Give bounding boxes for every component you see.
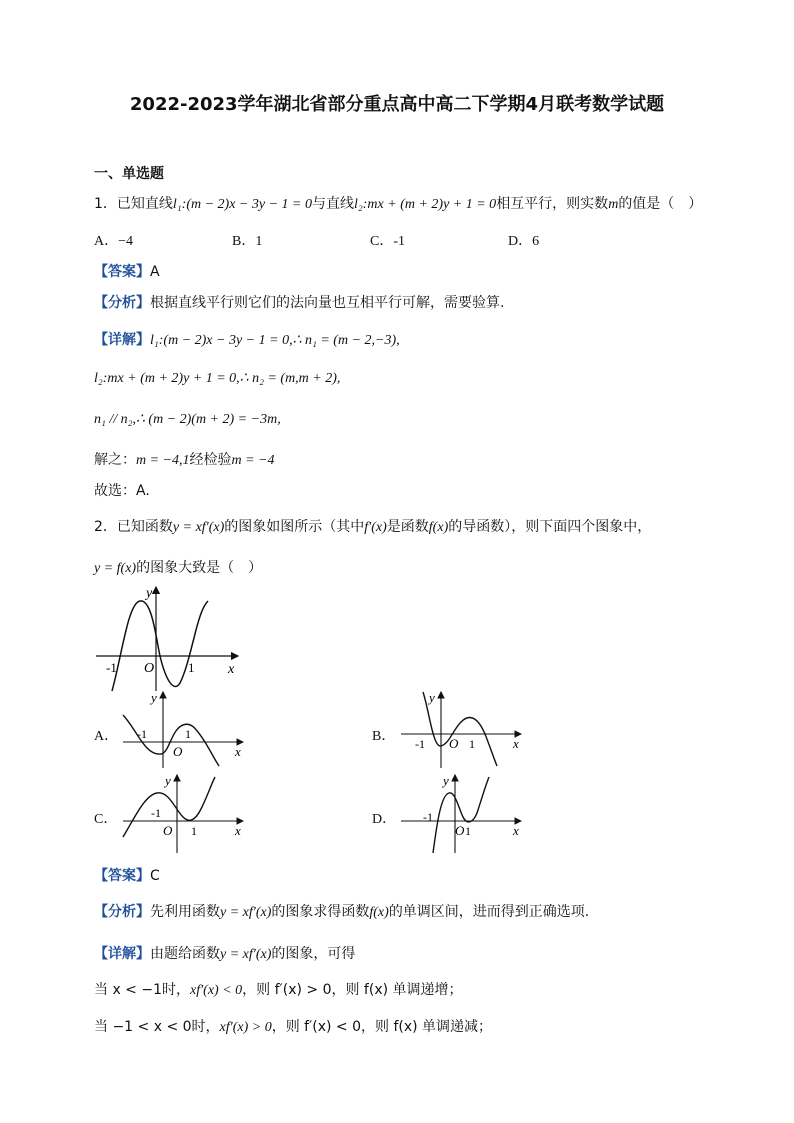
q2-analysis <box>94 901 589 921</box>
curve <box>112 601 208 691</box>
q1-stem-pre: 1．已知直线 <box>94 196 173 212</box>
q2-case2-a: xf′(x) > 0 <box>219 1020 272 1035</box>
q1-detail-math-1: l₁:(m − 2)x − 3y − 1 = 0,∴ n₁ = (m − 2,−3), <box>150 333 400 348</box>
analysis-tag: 【分析】 <box>94 295 150 311</box>
detail-tag: 【详解】 <box>94 332 150 348</box>
q2-answer <box>94 865 160 885</box>
answer-tag: 【答案】 <box>94 264 150 280</box>
b-y-label: y <box>429 690 435 705</box>
q2-case1-a: xf′(x) < 0 <box>190 983 243 998</box>
d-origin-label: O <box>455 823 465 838</box>
q2-analysis-pre: 先利用函数 <box>150 904 220 920</box>
q2-analysis-post: 的单调区间，进而得到正确选项. <box>388 904 590 920</box>
one-label: 1 <box>188 660 195 675</box>
q2-detail-pre: 由题给函数 <box>150 946 220 962</box>
q1-line1-eq: l₁:(m − 2)x − 3y − 1 = 0 <box>172 197 312 212</box>
a-origin-label: O <box>173 744 183 759</box>
a-one-label: 1 <box>185 727 191 741</box>
b-x-label: x <box>513 736 519 751</box>
q1-line2-eq: l₂:mx + (m + 2)y + 1 = 0 <box>354 197 497 212</box>
d-neg-one-label: -1 <box>423 810 433 824</box>
q1-stem-mid: 与直线 <box>312 196 354 212</box>
c-y-label: y <box>165 773 171 788</box>
q2-stem-post: 的导函数），则下面四个图象中， <box>448 519 652 535</box>
c-neg-one-label: -1 <box>151 806 161 820</box>
d-y-label: y <box>443 773 449 788</box>
b-one-label: 1 <box>469 737 475 751</box>
q2-fprime: f′(x) <box>364 520 387 535</box>
y-label: y <box>146 586 153 601</box>
q2-case2-c: ，则 f(x) 单调递减； <box>361 1019 493 1035</box>
q2-line2-math: y = f(x) <box>94 561 137 576</box>
q1-option-d: D．6 <box>508 234 540 249</box>
origin-label: O <box>144 661 155 676</box>
q2-case-2 <box>94 1016 492 1036</box>
q1-solve-math: m = −4,1 <box>136 453 190 468</box>
q2-case2-b: ，则 f′(x) < 0 <box>271 1019 362 1035</box>
d-x-label: x <box>513 823 519 838</box>
q2-answer-value: C <box>150 868 160 884</box>
q1-option-c: C．-1 <box>370 234 405 249</box>
q1-answer <box>94 261 160 281</box>
q2-case2-cond: 当 −1 < x < 0时， <box>94 1019 220 1035</box>
q1-solve-label: 解之： <box>94 452 136 468</box>
analysis-tag: 【分析】 <box>94 904 150 920</box>
q2-analysis-mid: 的图象求得函数 <box>271 904 370 920</box>
q2-option-b-graph <box>393 690 528 770</box>
q2-case-1 <box>94 979 463 999</box>
q2-stem-mid2: 是函数 <box>386 519 429 535</box>
q1-option-b: B．1 <box>232 234 263 249</box>
q1-detail-line-2: l₂:mx + (m + 2)y + 1 = 0,∴ n₂ = (m,m + 2), <box>94 371 341 386</box>
q1-option-a: A．−4 <box>94 234 134 249</box>
detail-tag: 【详解】 <box>94 946 150 962</box>
q2-case1-b: ，则 f′(x) > 0 <box>242 982 332 998</box>
a-x-label: x <box>235 744 241 759</box>
q2-option-d-graph <box>393 773 528 855</box>
q1-analysis <box>94 292 504 312</box>
a-y-label: y <box>151 690 157 705</box>
q1-solve <box>94 449 275 469</box>
q2-option-c-graph <box>115 773 250 855</box>
q2-stem-mid: 的图象如图所示（其中 <box>224 519 365 535</box>
q2-stem-line-2 <box>94 557 262 577</box>
q2-detail-post: 的图象，可得 <box>271 946 356 962</box>
q1-detail-line-1 <box>94 329 400 349</box>
q1-stem-end: 的值是（ ） <box>618 196 703 212</box>
q1-detail-line-3: n₁ // n₂,∴ (m − 2)(m + 2) = −3m, <box>94 412 281 427</box>
a-neg-one-label: -1 <box>137 727 147 741</box>
q2-analysis-math: y = xf′(x) <box>220 905 272 920</box>
x-label: x <box>228 662 235 677</box>
q2-option-d-label: D． <box>372 812 397 827</box>
b-neg-one-label: -1 <box>415 737 425 751</box>
d-one-label: 1 <box>465 824 471 838</box>
b-origin-label: O <box>449 736 459 751</box>
q2-option-b-label: B． <box>372 729 396 744</box>
q2-line2-text: 的图象大致是（ ） <box>136 560 263 576</box>
c-x-label: x <box>235 823 241 838</box>
q1-choose: 故选：A. <box>94 483 150 499</box>
q1-stem <box>94 193 702 213</box>
q2-option-a-label: A． <box>94 729 119 744</box>
neg-one-label: -1 <box>106 660 117 675</box>
page-title: 2022-2023学年湖北省部分重点高中高二下学期4月联考数学试题 <box>129 94 665 115</box>
c-origin-label: O <box>163 823 173 838</box>
q2-case1-c: ，则 f(x) 单调递增； <box>331 982 463 998</box>
q1-solve-check: 经检验 <box>189 452 232 468</box>
q2-main-graph <box>94 583 244 693</box>
q1-stem-post: 相互平行，则实数 <box>496 196 609 212</box>
q1-solve-result: m = −4 <box>231 453 275 468</box>
q2-case1-cond: 当 x < −1时， <box>94 982 191 998</box>
section-heading: 一、单选题 <box>94 166 164 182</box>
q2-detail <box>94 943 355 963</box>
q2-option-a-graph <box>115 690 250 770</box>
q2-func: y = xf′(x) <box>172 520 225 535</box>
q2-detail-math: y = xf′(x) <box>220 947 272 962</box>
q1-answer-value: A <box>150 264 160 280</box>
q1-var: m <box>608 197 619 212</box>
q2-stem-line-1 <box>94 516 651 536</box>
c-one-label: 1 <box>191 824 197 838</box>
q2-f: f(x) <box>428 520 449 535</box>
q2-stem-pre: 2．已知函数 <box>94 519 173 535</box>
q1-analysis-text: 根据直线平行则它们的法向量也互相平行可解，需要验算. <box>150 295 505 311</box>
q2-analysis-f: f(x) <box>369 905 389 920</box>
answer-tag: 【答案】 <box>94 868 150 884</box>
q2-option-c-label: C． <box>94 812 118 827</box>
